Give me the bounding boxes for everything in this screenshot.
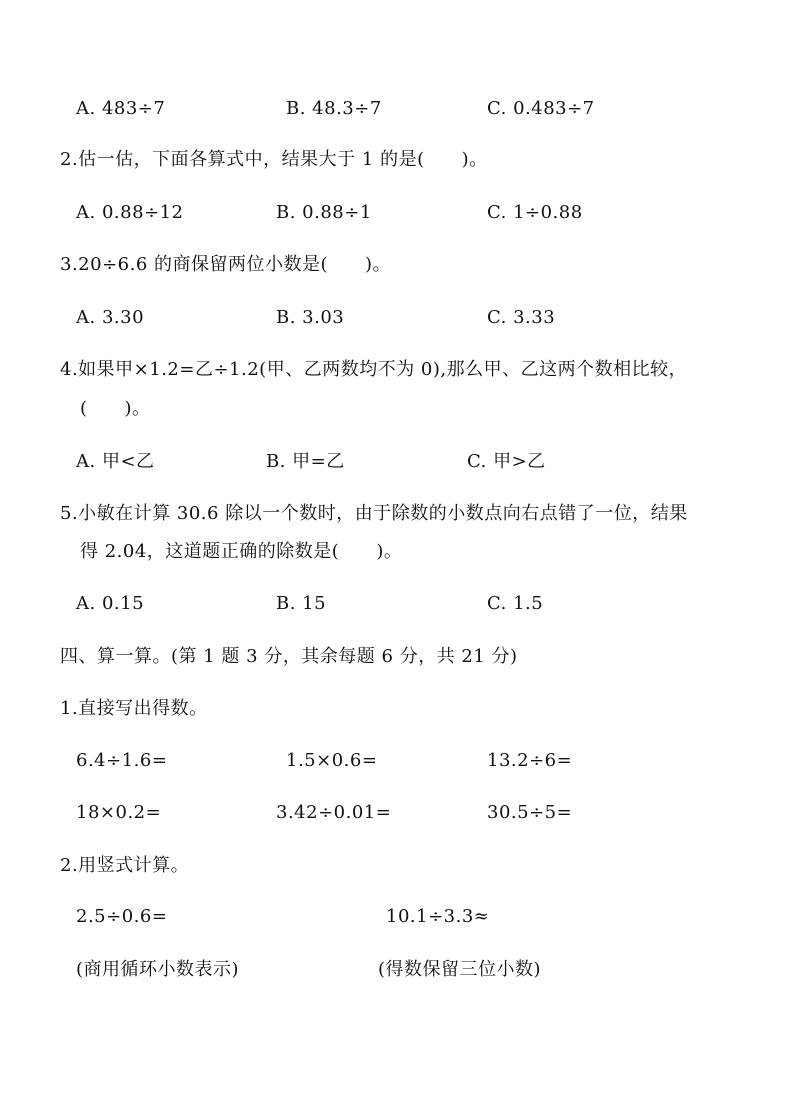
question-3-stem: 3.20÷6.6 的商保留两位小数是( )。: [60, 254, 392, 275]
vertical-calc-expr: 10.1÷3.3≈: [386, 906, 490, 927]
question-2-stem: 2.估一估，下面各算式中，结果大于 1 的是( )。: [60, 149, 488, 170]
option-b: B. 15: [276, 593, 327, 614]
option-c: C. 3.33: [487, 307, 556, 328]
vertical-calc-expr: 2.5÷0.6=: [76, 906, 168, 927]
question-4-stem-line2: ( )。: [80, 398, 151, 419]
option-a: A. 483÷7: [76, 98, 166, 119]
calc-item: 1.5×0.6=: [286, 750, 378, 771]
question-5-stem-line1: 5.小敏在计算 30.6 除以一个数时，由于除数的小数点向右点错了一位，结果: [60, 503, 688, 524]
option-b: B. 甲=乙: [266, 451, 345, 472]
option-b: B. 0.88÷1: [276, 202, 372, 223]
question-4-stem-line1: 4.如果甲×1.2=乙÷1.2(甲、乙两数均不为 0),那么甲、乙这两个数相比较，: [60, 359, 688, 380]
part-2-title: 2.用竖式计算。: [60, 855, 190, 876]
calc-item: 30.5÷5=: [487, 802, 573, 823]
option-b: B. 3.03: [276, 307, 345, 328]
calc-item: 6.4÷1.6=: [76, 750, 168, 771]
option-a: A. 0.15: [76, 593, 145, 614]
option-a: A. 甲<乙: [76, 451, 155, 472]
question-5-stem-line2: 得 2.04，这道题正确的除数是( )。: [80, 541, 403, 562]
calc-item: 13.2÷6=: [487, 750, 573, 771]
option-c: C. 0.483÷7: [487, 98, 595, 119]
section-4-title: 四、算一算。(第 1 题 3 分，其余每题 6 分，共 21 分): [60, 646, 518, 667]
calc-item: 3.42÷0.01=: [276, 802, 392, 823]
part-1-title: 1.直接写出得数。: [60, 698, 208, 719]
option-c: C. 1.5: [487, 593, 544, 614]
calc-item: 18×0.2=: [76, 802, 162, 823]
option-a: A. 0.88÷12: [76, 202, 184, 223]
option-a: A. 3.30: [76, 307, 145, 328]
option-b: B. 48.3÷7: [286, 98, 382, 119]
vertical-calc-note: (得数保留三位小数): [378, 959, 542, 980]
option-c: C. 甲>乙: [467, 451, 546, 472]
vertical-calc-note: (商用循环小数表示): [76, 959, 240, 980]
option-c: C. 1÷0.88: [487, 202, 583, 223]
